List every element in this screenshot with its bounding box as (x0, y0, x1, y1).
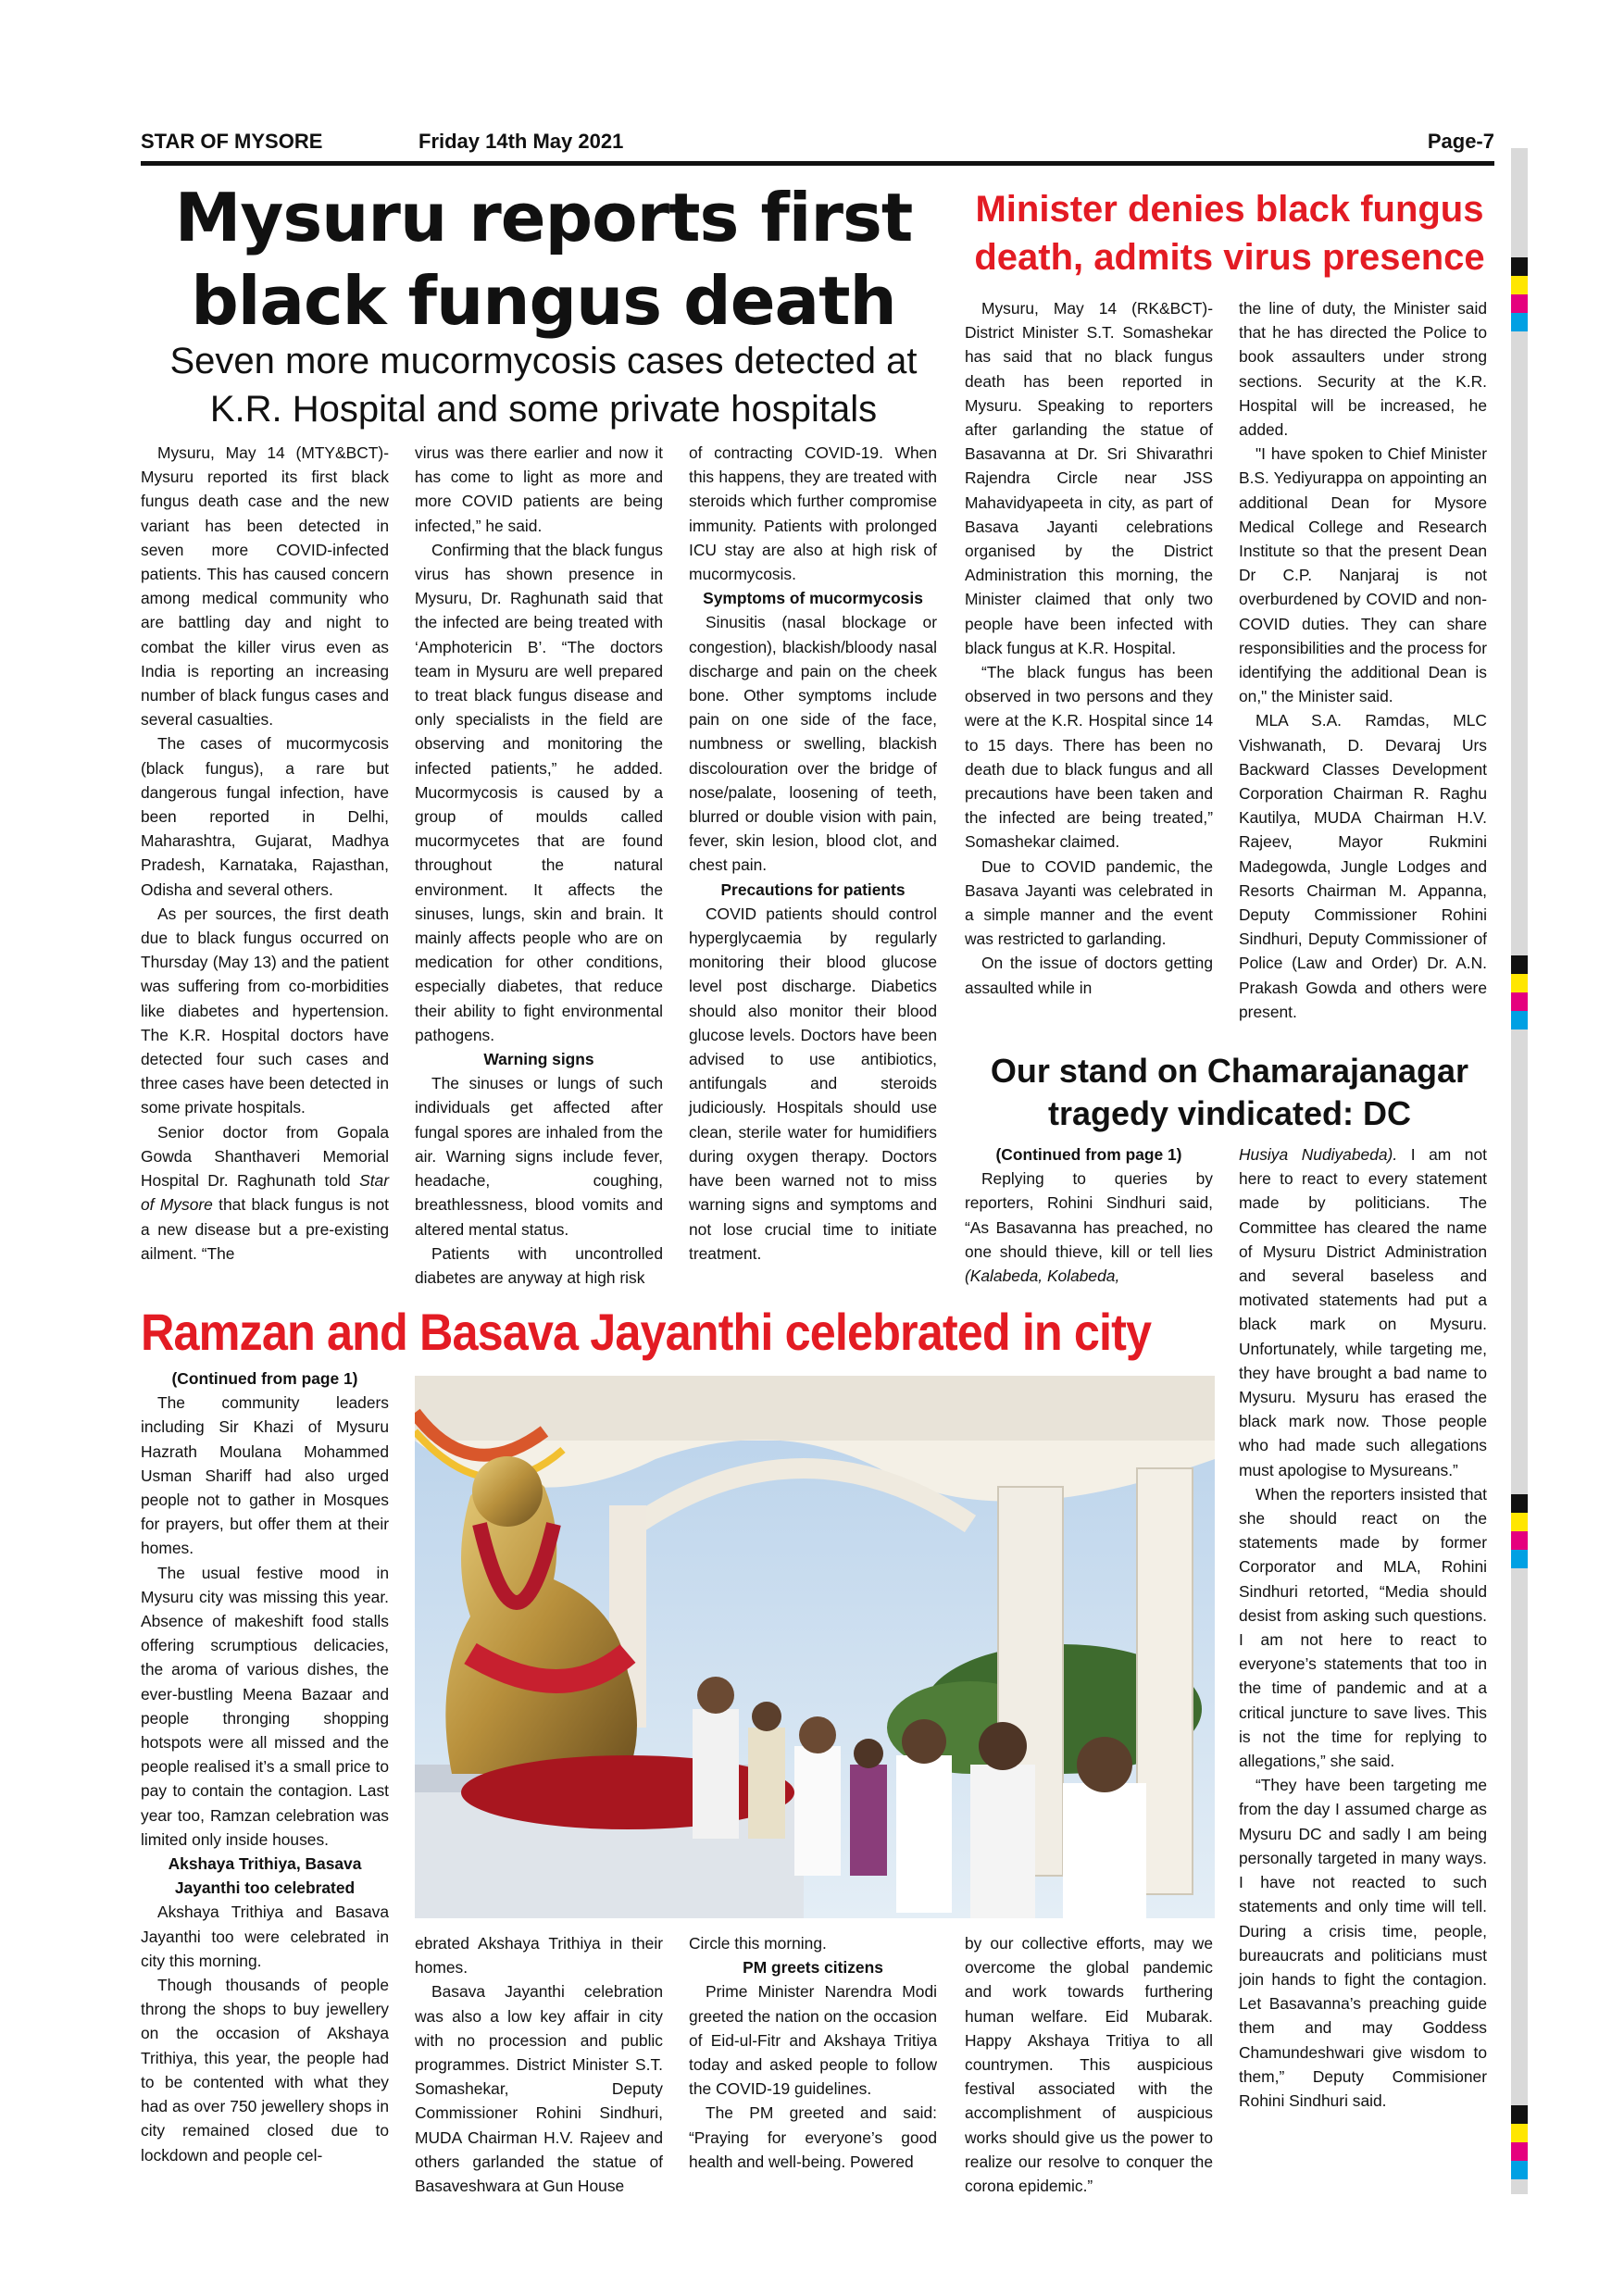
minister-headline-line: Minister denies black fungus (975, 189, 1484, 230)
fungus-column-1 (141, 441, 389, 1266)
registration-mark (1511, 1494, 1528, 1568)
subhead-precautions: Precautions for patients (720, 880, 906, 899)
text: I am not here to react to every statement made by politicians. The Committee has cleared the name of Mysuru District Administration and several baseless and motivated statements had put a black mark on Mysuru. Unfortunately, while targeting me, they have brought a bad name to Mysuru. Mysuru has erased the black mark now. Those people who had made such allegations must apologise to Mysureans.” (1239, 1145, 1487, 1479)
paragraph: Basava Jayanthi celebration was also a low key affair in city with no procession and public programmes. District Minister S.T. Somashekar, Deputy Commissioner Rohini Sindhuri, MUDA Chairman H.V. Rajeev and others garlanded the statue of Basaveshwara at Gun House (415, 1982, 663, 2196)
main-headline (141, 176, 946, 343)
text: Replying to queries by reporters, Rohini Sindhuri said, “As Basavanna has preached, no one should thieve, kill or tell lies (965, 1169, 1213, 1261)
main-headline-line: black fungus death (191, 262, 896, 340)
minister-column-1 (965, 296, 1213, 1000)
paragraph: Circle this morning. (689, 1934, 827, 1953)
paragraph: COVID patients should control hyperglycaemia by regularly monitoring their blood glucose level post discharge. Diabetics should also monitor their blood glucose levels. Doctors have been advised to use antibiotics, antifungals and steroids judiciously. Hospitals should use clean, sterile water for humidifiers during oxygen therapy. Doctors have been warned not to miss warning signs and symptoms and not lose crucial time to initiate treatment. (689, 904, 937, 1263)
paper-name: STAR OF MYSORE (141, 130, 323, 153)
paragraph: Mysuru, May 14 (MTY&BCT)- Mysuru reported its first black fungus death case and the new variant has been detected in seven more COVID-infected patients. This has caused concern among medical community who are battling day and night to combat the killer virus even as India is reporting an increasing number of black fungus cases and several casualties. (141, 443, 389, 730)
ramzan-column-3 (689, 1931, 937, 2174)
subhead-warning-signs: Warning signs (483, 1050, 594, 1069)
minister-headline (965, 185, 1494, 281)
sub-headline (141, 337, 946, 433)
paragraph: ebrated Akshaya Trithiya in their homes. (415, 1934, 663, 1978)
paragraph: Mysuru, May 14 (RK&BCT)- District Minister S.T. Somashekar has said that no black fungus death has been reported in Mysuru. Speaking to reporters after garlanding the statue of Basavanna at Dr. Sri Shivarathri Rajendra Circle near JSS Mahavidyapeeta in city, as part of Basava Jayanti celebrations organised by the District Administration this morning, the Minister claimed that only two people have been infected with black fungus at K.R. Hospital. (965, 299, 1213, 657)
paragraph: MLA S.A. Ramdas, MLC Vishwanath, D. Devaraj Urs Backward Classes Development Corporation Chairman R. Raghu Kautilya, MUDA Chairman H.V. Rajeev, Mayor Rukmini Madegowda, Jungle Lodges and Resorts Chairman M. Appanna, Deputy Commissioner Rohini Sindhuri, Deputy Commissioner of Police (Law and Order) Dr. A.N. Prakash Gowda and others were present. (1239, 711, 1487, 1021)
registration-mark (1511, 257, 1528, 331)
ramzan-column-4 (965, 1931, 1213, 2198)
stand-column-1 (965, 1142, 1213, 1288)
text: that black fungus is not a new disease but a pre-existing ailment. “The (141, 1195, 389, 1263)
subhead-akshaya: Akshaya Trithiya, Basava Jayanthi too celebrated (168, 1854, 362, 1898)
ramzan-headline: Ramzan and Basava Jayanthi celebrated in city (141, 1303, 1152, 1361)
paragraph: "I have spoken to Chief Minister B.S. Yediyurappa on appointing an additional Dean for Mysore Medical College and Research Institute so that the present Dean Dr C.P. Nanjaraj is not overburdened by COVID and non-COVID duties. They can share responsibilities and the process for identifying the additional Dean is on," the Minister said. (1239, 444, 1487, 706)
ramzan-column-1 (141, 1366, 389, 2167)
stand-headline-line: tragedy vindicated: DC (1047, 1094, 1412, 1132)
paragraph: the line of duty, the Minister said that he has directed the Police to book assaulters under strong sections. Security at the K.R. Hospital will be increased, he added. (1239, 299, 1487, 440)
kannada-phrase: (Kalabeda, Kolabeda, (965, 1267, 1120, 1286)
paragraph: Confirming that the black fungus virus has shown presence in Mysuru, Dr. Raghunath said that the infected are being treated with ‘Amphotericin B’. “The doctors team in Mysuru are well prepared to treat black fungus disease and only specialists in the field are observing and monitoring the infected patients,” he added. Mucormycosis is caused by a group of moulds called mucormycetes that are found throughout the natural environment. It affects the sinuses, lungs, skin and brain. It mainly affects people who are on medication for other conditions, especially diabetes, that reduce their ability to fight environmental pathogens. (415, 540, 663, 1044)
paragraph: When the reporters insisted that she should react on the statements made by former Corporator and MLA, Rohini Sindhuri retorted, “Media should desist from asking such questions. I am not here to react to everyone’s statements that too in the time of pandemic and at a critical juncture to save lives. This is not the time for replying to allegations,” she said. (1239, 1484, 1487, 1771)
margin-strip (1511, 148, 1528, 2194)
paragraph: virus was there earlier and now it has come to light as more and more COVID patients are being infected,” he said. (415, 443, 663, 535)
fungus-column-2 (415, 441, 663, 1290)
main-headline-line: Mysuru reports first (174, 179, 913, 256)
paragraph: Patients with uncontrolled diabetes are anyway at high risk (415, 1243, 663, 1287)
issue-date: Friday 14th May 2021 (418, 130, 624, 153)
paragraph (141, 1120, 389, 1266)
registration-mark (1511, 955, 1528, 1029)
basaveshwara-statue-photo (415, 1376, 1215, 1918)
stand-column-2 (1239, 1142, 1487, 2113)
stand-headline (965, 1050, 1494, 1135)
paragraph: Sinusitis (nasal blockage or congestion), blackish/bloody nasal discharge and pain on the cheek bone. Other symptoms include pain on one side of the face, numbness or swelling, blackish discolouration over the bridge of nose/palate, loosening of teeth, blurred or double vision with pain, fever, skin lesion, blood clot, and chest pain. (689, 613, 937, 875)
fungus-column-3 (689, 441, 937, 1266)
paragraph (965, 1167, 1213, 1288)
sub-headline-line: K.R. Hospital and some private hospitals (209, 389, 878, 430)
paragraph: The community leaders including Sir Khazi of Mysuru Hazrath Moulana Mohammed Usman Shariff had also urged people not to gather in Mosques for prayers, but offer them at their homes. (141, 1393, 389, 1558)
paragraph: “They have been targeting me from the day I assumed charge as Mysuru DC and sadly I am being personally targeted in many ways. I have not reacted to such statements and only time will tell. During a crisis time, people, bureaucrats and politicians must join hands to fight the contagion. Let Basavanna’s preaching guide them and may Goddess Chamundeshwari give wisdom to them,” Deputy Commisioner Rohini Sindhuri said. (1239, 1776, 1487, 2110)
paragraph: by our collective efforts, may we overcome the global pandemic and work towards furthering human welfare. Eid Mubarak. Happy Akshaya Tritiya to all countrymen. This auspicious festival associated with the accomplishment of auspicious works should give us the power to realize our resolve to conquer the corona epidemic.” (965, 1934, 1213, 2196)
paragraph: “The black fungus has been observed in two persons and they were at the K.R. Hospital since 14 to 15 days. There has been no death due to black fungus and all precautions have been taken and the infected are being treated,” Somashekar claimed. (965, 663, 1213, 852)
paragraph: On the issue of doctors getting assaulted while in (965, 954, 1213, 997)
paragraph: Akshaya Trithiya and Basava Jayanthi too were celebrated in city this morning. (141, 1903, 389, 1970)
paragraph: of contracting COVID-19. When this happens, they are treated with steroids which further compromise immunity. Patients with prolonged ICU stay are also at high risk of mucormycosis. (689, 443, 937, 584)
paper-name-italic: Star of Mysore (141, 1171, 389, 1215)
sub-headline-line: Seven more mucormycosis cases detected at (169, 341, 918, 381)
paragraph: The usual festive mood in Mysuru city was missing this year. Absence of makeshift food stalls offering scrumptious delicacies, the aroma of various dishes, the ever-bustling Meena Bazaar and people thronging shopping hotspots were all missed and the people realised it’s a small price to pay to contain the contagion. Last year too, Ramzan celebration was limited only inside houses. (141, 1563, 389, 1849)
continued-note: (Continued from page 1) (171, 1369, 358, 1388)
minister-headline-line: death, admits virus presence (974, 237, 1485, 278)
subhead-symptoms: Symptoms of mucormycosis (703, 589, 923, 608)
minister-column-2 (1239, 296, 1487, 1024)
text: Senior doctor from Gopala Gowda Shanthaveri Memorial Hospital Dr. Raghunath told (141, 1122, 389, 1191)
registration-mark (1511, 2105, 1528, 2179)
paragraph: The PM greeted and said: “Praying for everyone’s good health and well-being. Powered (689, 2103, 937, 2171)
photo-illustration (415, 1376, 1215, 1918)
paragraph: The sinuses or lungs of such individuals get affected after fungal spores are inhaled from the air. Warning signs include fever, headache, coughing, breathlessness, blood vomits and altered mental status. (415, 1074, 663, 1239)
kannada-phrase: Husiya Nudiyabeda). (1239, 1145, 1398, 1164)
continued-note: (Continued from page 1) (995, 1145, 1182, 1164)
masthead-rule (141, 161, 1494, 166)
paragraph: Prime Minister Narendra Modi greeted the nation on the occasion of Eid-ul-Fitr and Akshaya Tritiya today and asked people to follow the COVID-19 guidelines. (689, 1982, 937, 2099)
subhead-pm-greets: PM greets citizens (743, 1958, 883, 1978)
paragraph: As per sources, the first death due to black fungus occurred on Thursday (May 13) and the patient was suffering from co-morbidities like diabetes and hypertension. The K.R. Hospital doctors have detected four such cases and three cases have been detected in some private hospitals. (141, 904, 389, 1117)
paragraph: The cases of mucormycosis (black fungus), a rare but dangerous fungal infection, have been reported in Delhi, Maharashtra, Gujarat, Madhya Pradesh, Karnataka, Rajasthan, Odisha and several others. (141, 734, 389, 899)
paragraph: Due to COVID pandemic, the Basava Jayanti was celebrated in a simple manner and the event was restricted to garlanding. (965, 856, 1213, 949)
ramzan-column-2 (415, 1931, 663, 2198)
page-number: Page-7 (1427, 130, 1494, 153)
paragraph (1239, 1142, 1487, 1482)
stand-headline-line: Our stand on Chamarajanagar (990, 1052, 1469, 1090)
paragraph: Though thousands of people throng the shops to buy jewellery on the occasion of Akshaya Trithiya, this year, the people had to be contented with what they had as over 750 jewellery shops in city remained closed due to lockdown and people cel- (141, 1976, 389, 2165)
